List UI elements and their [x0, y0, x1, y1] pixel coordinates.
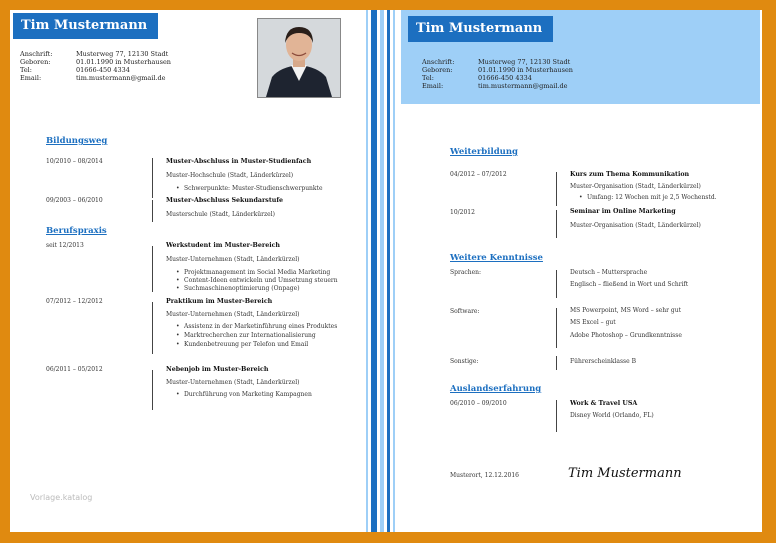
entry-bullet: • Schwerpunkte: Muster-Studienschwerpunkte — [184, 185, 323, 192]
signature: Tim Mustermann — [568, 466, 682, 481]
entry-title: Work & Travel USA — [570, 400, 638, 407]
timeline-line — [556, 270, 557, 298]
entry-date: 10/2010 – 08/2014 — [46, 158, 103, 165]
entry-title: Werkstudent im Muster-Bereich — [166, 242, 281, 249]
entry-org: Muster-Unternehmen (Stadt, Länderkürzel) — [166, 379, 300, 386]
contact-label: Email: — [20, 74, 42, 82]
skill-line: Englisch – fließend in Wort und Schrift — [570, 281, 689, 288]
watermark: Vorlage.katalog — [30, 493, 93, 502]
contact-label: Email: — [422, 82, 444, 90]
resume-page-1 — [10, 10, 366, 532]
timeline-line — [556, 308, 557, 348]
place-date: Musterort, 12.12.2016 — [450, 472, 519, 479]
entry-title: Nebenjob im Muster-Bereich — [166, 366, 269, 373]
section-title-education: Bildungsweg — [46, 136, 108, 146]
skill-label: Sprachen: — [450, 269, 482, 276]
skill-line: MS Powerpoint, MS Word – sehr gut — [570, 307, 682, 314]
entry-title: Kurs zum Thema Kommunikation — [570, 171, 690, 178]
entry-title: Muster-Abschluss in Muster-Studienfach — [166, 158, 312, 165]
entry-bullet: • Marktrecherchen zur Internationalisierung — [184, 332, 316, 339]
section-title-further-education: Weiterbildung — [450, 147, 518, 157]
skill-line: MS Excel – gut — [570, 319, 616, 326]
profile-photo — [257, 18, 341, 98]
entry-bullet: • Kundenbetreuung per Telefon und Email — [184, 341, 308, 348]
timeline-line — [556, 356, 557, 370]
entry-org: Disney World (Orlando, FL) — [570, 412, 654, 419]
entry-title: Seminar im Online Marketing — [570, 208, 676, 215]
entry-org: Muster-Organisation (Stadt, Länderkürzel) — [570, 183, 701, 190]
entry-date: 06/2010 – 09/2010 — [450, 400, 507, 407]
entry-bullet: • Projektmanagement im Social Media Marketing — [184, 269, 330, 276]
entry-org: Muster-Unternehmen (Stadt, Länderkürzel) — [166, 256, 300, 263]
contact-block — [422, 58, 642, 98]
entry-bullet: • Suchmaschinenoptimierung (Onpage) — [184, 285, 300, 292]
section-title-abroad: Auslandserfahrung — [450, 384, 542, 394]
section-title-work: Berufspraxis — [46, 226, 107, 236]
entry-title: Muster-Abschluss Sekundarstufe — [166, 197, 284, 204]
contact-birth: 01.01.1990 in Musterhausen — [478, 66, 573, 74]
entry-date: 07/2012 – 12/2012 — [46, 298, 103, 305]
timeline-line — [556, 400, 557, 432]
timeline-line — [152, 158, 153, 198]
contact-label: Geboren: — [422, 66, 453, 74]
entry-org: Muster-Unternehmen (Stadt, Länderkürzel) — [166, 311, 300, 318]
entry-date: 04/2012 – 07/2012 — [450, 171, 507, 178]
entry-org: Musterschule (Stadt, Länderkürzel) — [166, 211, 275, 218]
entry-date: 10/2012 — [450, 209, 475, 216]
resume-page-2 — [396, 10, 762, 532]
timeline-line — [152, 246, 153, 292]
timeline-line — [152, 302, 153, 354]
name-banner: Tim Mustermann — [408, 16, 553, 42]
entry-date: 06/2011 – 05/2012 — [46, 366, 103, 373]
contact-email: tim.mustermann@gmail.de — [478, 82, 568, 90]
timeline-line — [556, 210, 557, 238]
entry-org: Muster-Hochschule (Stadt, Länderkürzel) — [166, 172, 294, 179]
contact-birth: 01.01.1990 in Musterhausen — [76, 58, 171, 66]
entry-date: seit 12/2013 — [46, 242, 84, 249]
contact-label: Tel: — [422, 74, 434, 82]
contact-phone: 01666-450 4334 — [76, 66, 130, 74]
timeline-line — [152, 370, 153, 410]
divider-stripes — [366, 10, 396, 532]
timeline-line — [152, 200, 153, 222]
contact-label: Tel: — [20, 66, 32, 74]
entry-date: 09/2003 – 06/2010 — [46, 197, 103, 204]
section-title-skills: Weitere Kenntnisse — [450, 253, 543, 263]
skill-label: Software: — [450, 308, 480, 315]
skill-label: Sonstige: — [450, 358, 479, 365]
skill-line: Adobe Photoshop – Grundkenntnisse — [570, 332, 682, 339]
contact-phone: 01666-450 4334 — [478, 74, 532, 82]
entry-bullet: • Durchführung von Marketing Kampagnen — [184, 391, 312, 398]
contact-block — [20, 50, 240, 90]
contact-label: Anschrift: — [20, 50, 53, 58]
contact-email: tim.mustermann@gmail.de — [76, 74, 166, 82]
name-banner: Tim Mustermann — [13, 13, 158, 39]
entry-bullet: • Content-Ideen entwickeln und Umsetzung steuern — [184, 277, 338, 284]
entry-bullet: • Umfang: 12 Wochen mit je 2,5 Wochenstd. — [587, 194, 717, 201]
contact-address: Musterweg 77, 12130 Stadt — [478, 58, 571, 66]
entry-title: Praktikum im Muster-Bereich — [166, 298, 273, 305]
contact-label: Anschrift: — [422, 58, 455, 66]
entry-bullet: • Assistenz in der Marketinführung eines Produktes — [184, 323, 337, 330]
entry-org: Muster-Organisation (Stadt, Länderkürzel) — [570, 222, 701, 229]
contact-address: Musterweg 77, 12130 Stadt — [76, 50, 169, 58]
skill-line: Führerscheinklasse B — [570, 358, 636, 365]
timeline-line — [556, 172, 557, 206]
skill-line: Deutsch – Muttersprache — [570, 269, 648, 276]
contact-label: Geboren: — [20, 58, 51, 66]
